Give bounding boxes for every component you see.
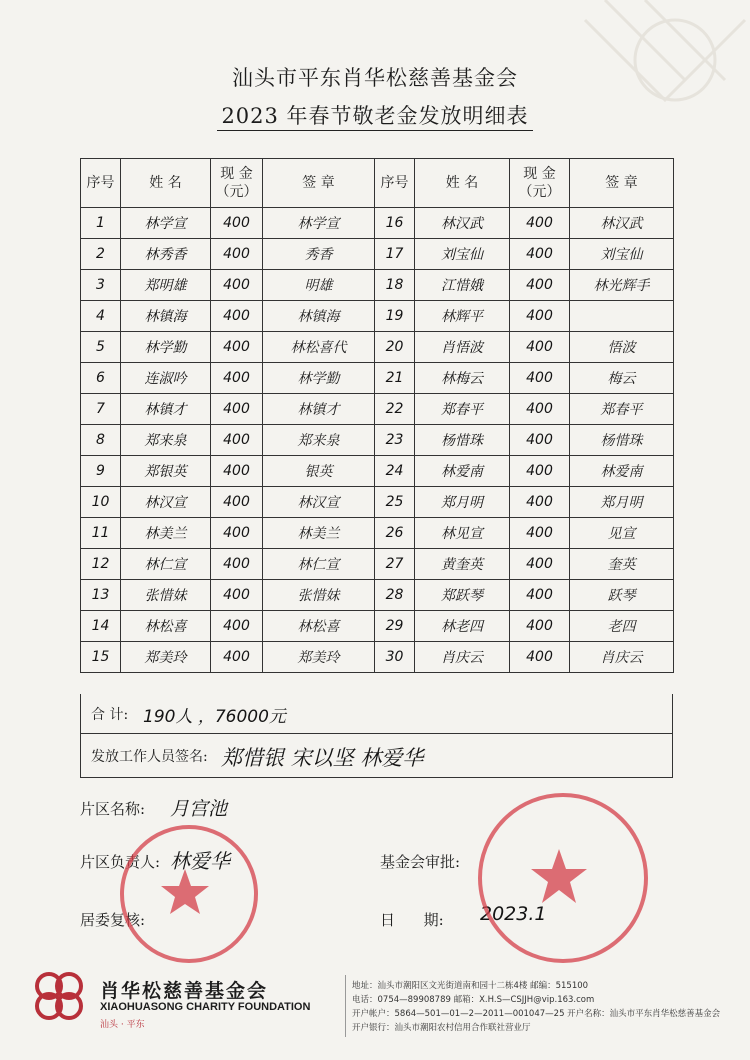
- person-name: 郑美玲: [121, 642, 211, 673]
- person-name: 郑银英: [121, 456, 211, 487]
- person-name: 林学宣: [121, 208, 211, 239]
- signature: 林汉宣: [263, 487, 375, 518]
- row-number-right: 16: [375, 208, 415, 239]
- person-name: 林汉宣: [121, 487, 211, 518]
- header-sign-right: 签 章: [570, 159, 674, 208]
- person-name-right: 肖悟波: [415, 332, 510, 363]
- row-number: 7: [81, 394, 121, 425]
- cash-amount: 400: [211, 363, 263, 394]
- cash-amount-right: 400: [510, 270, 570, 301]
- signature-right: 郑春平: [570, 394, 674, 425]
- signature-right: 肖庆云: [570, 642, 674, 673]
- row-number-right: 17: [375, 239, 415, 270]
- person-name: 林学勤: [121, 332, 211, 363]
- area-value: 月宫池: [170, 798, 228, 820]
- signature-right: 林爱南: [570, 456, 674, 487]
- row-number: 13: [81, 580, 121, 611]
- cash-amount: 400: [211, 642, 263, 673]
- staff-signatures: 郑惜银 宋以坚 林爱华: [221, 746, 424, 770]
- footer-phone: 电话：0754—89908789 邮箱：X.H.S—CSJJH@vip.163.com: [352, 995, 595, 1005]
- cash-amount-right: 400: [510, 549, 570, 580]
- row-number-right: 21: [375, 363, 415, 394]
- row-number-right: 23: [375, 425, 415, 456]
- date-label: 日 期:: [380, 911, 444, 929]
- person-name-right: 郑跃琴: [415, 580, 510, 611]
- person-name: 林仁宣: [121, 549, 211, 580]
- person-name: 林美兰: [121, 518, 211, 549]
- row-number: 4: [81, 301, 121, 332]
- cash-amount-right: 400: [510, 332, 570, 363]
- signature-right: 老四: [570, 611, 674, 642]
- total-row: [80, 694, 673, 734]
- table-row: [81, 332, 674, 363]
- cash-amount-right: 400: [510, 208, 570, 239]
- row-number: 1: [81, 208, 121, 239]
- distribution-table: [80, 158, 674, 673]
- cash-amount-right: 400: [510, 301, 570, 332]
- signature-right: 见宣: [570, 518, 674, 549]
- row-number: 2: [81, 239, 121, 270]
- review-label: 基金会审批:: [380, 853, 461, 871]
- row-number: 6: [81, 363, 121, 394]
- staff-row: [80, 734, 673, 778]
- committee-label: 居委复核:: [80, 911, 146, 929]
- table-row: [81, 425, 674, 456]
- signature-right: 林汉武: [570, 208, 674, 239]
- signature: 银英: [263, 456, 375, 487]
- person-name: 林松喜: [121, 611, 211, 642]
- row-number-right: 28: [375, 580, 415, 611]
- community-committee-seal: [120, 825, 258, 963]
- table-header-row: [81, 159, 674, 208]
- signature-right: 悟波: [570, 332, 674, 363]
- signature: 林镇海: [263, 301, 375, 332]
- header-name: 姓 名: [121, 159, 211, 208]
- footer-bank: 开户银行：汕头市潮阳农村信用合作联社营业厅: [352, 1023, 531, 1033]
- signature: 林仁宣: [263, 549, 375, 580]
- signature-right: 奎英: [570, 549, 674, 580]
- header-amount-right: 现 金（元）: [510, 159, 570, 208]
- footer-account: 开户帐户：5864—501—01—2—2011—001047—25 开户名称：汕头市平东肖华松慈善基金会: [352, 1009, 721, 1019]
- header-name-right: 姓 名: [415, 159, 510, 208]
- footer-region: 汕头 · 平东: [100, 1020, 145, 1030]
- total-value: 190人 ，76000元: [143, 707, 286, 727]
- row-number: 10: [81, 487, 121, 518]
- cash-amount: 400: [211, 518, 263, 549]
- document-title: 汕头市平东肖华松慈善基金会: [232, 66, 518, 90]
- table-row: [81, 487, 674, 518]
- person-name-right: 林辉平: [415, 301, 510, 332]
- person-name-right: 林梅云: [415, 363, 510, 394]
- signature-right: [570, 301, 674, 332]
- cash-amount: 400: [211, 270, 263, 301]
- row-number: 8: [81, 425, 121, 456]
- row-number-right: 30: [375, 642, 415, 673]
- table-row: [81, 456, 674, 487]
- person-name-right: 林爱南: [415, 456, 510, 487]
- signature: 张惜妹: [263, 580, 375, 611]
- person-name: 连淑吟: [121, 363, 211, 394]
- person-name-right: 郑春平: [415, 394, 510, 425]
- table-row: [81, 518, 674, 549]
- area-label: 片区名称:: [80, 800, 146, 818]
- table-row: [81, 611, 674, 642]
- cash-amount: 400: [211, 208, 263, 239]
- cash-amount-right: 400: [510, 487, 570, 518]
- cash-amount-right: 400: [510, 363, 570, 394]
- signature-right: 林光辉手: [570, 270, 674, 301]
- signature: 林镇才: [263, 394, 375, 425]
- signature-right: 跃琴: [570, 580, 674, 611]
- cash-amount-right: 400: [510, 642, 570, 673]
- table-row: [81, 642, 674, 673]
- person-name-right: 黄奎英: [415, 549, 510, 580]
- footer-address: 地址：汕头市潮阳区文光街道南和园十二栋4楼 邮编：515100: [352, 981, 589, 991]
- table-row: [81, 363, 674, 394]
- person-name: 林镇海: [121, 301, 211, 332]
- row-number-right: 24: [375, 456, 415, 487]
- person-name-right: 刘宝仙: [415, 239, 510, 270]
- cash-amount-right: 400: [510, 518, 570, 549]
- person-name-right: 郑月明: [415, 487, 510, 518]
- person-name-right: 林汉武: [415, 208, 510, 239]
- cash-amount: 400: [211, 301, 263, 332]
- person-name: 张惜妹: [121, 580, 211, 611]
- person-name: 郑明雄: [121, 270, 211, 301]
- cash-amount: 400: [211, 239, 263, 270]
- total-label: 合 计:: [91, 707, 129, 723]
- signature: 郑来泉: [263, 425, 375, 456]
- cash-amount: 400: [211, 425, 263, 456]
- header-no: 序号: [81, 159, 121, 208]
- person-name-right: 林见宣: [415, 518, 510, 549]
- foundation-logo-icon: [28, 965, 90, 1027]
- cash-amount: 400: [211, 394, 263, 425]
- cash-amount: 400: [211, 580, 263, 611]
- row-number-right: 20: [375, 332, 415, 363]
- cash-amount-right: 400: [510, 425, 570, 456]
- signature: 林松喜: [263, 611, 375, 642]
- person-name-right: 杨惜珠: [415, 425, 510, 456]
- table-row: [81, 394, 674, 425]
- row-number-right: 27: [375, 549, 415, 580]
- cash-amount: 400: [211, 332, 263, 363]
- header-amount: 现 金（元）: [211, 159, 263, 208]
- row-number: 12: [81, 549, 121, 580]
- row-number-right: 25: [375, 487, 415, 518]
- person-name: 郑来泉: [121, 425, 211, 456]
- footer-org-name-en: XIAOHUASONG CHARITY FOUNDATION: [100, 1001, 311, 1013]
- person-name-right: 林老四: [415, 611, 510, 642]
- row-number-right: 18: [375, 270, 415, 301]
- cash-amount: 400: [211, 487, 263, 518]
- row-number: 14: [81, 611, 121, 642]
- signature: 明雄: [263, 270, 375, 301]
- signature-right: 杨惜珠: [570, 425, 674, 456]
- signature: 林松喜代: [263, 332, 375, 363]
- cash-amount-right: 400: [510, 580, 570, 611]
- cash-amount: 400: [211, 456, 263, 487]
- foundation-seal: [478, 793, 648, 963]
- signature: 秀香: [263, 239, 375, 270]
- footer-divider: [345, 975, 346, 1037]
- date-value: 2023.1: [480, 903, 547, 925]
- table-row: [81, 549, 674, 580]
- row-number: 3: [81, 270, 121, 301]
- cash-amount-right: 400: [510, 611, 570, 642]
- table-row: [81, 239, 674, 270]
- signature: 林学宣: [263, 208, 375, 239]
- person-name-right: 江惜娥: [415, 270, 510, 301]
- row-number: 9: [81, 456, 121, 487]
- leader-label: 片区负责人:: [80, 853, 161, 871]
- row-number-right: 26: [375, 518, 415, 549]
- row-number: 5: [81, 332, 121, 363]
- cash-amount: 400: [211, 611, 263, 642]
- document-subtitle: 2023 年春节敬老金发放明细表: [0, 100, 750, 130]
- person-name-right: 肖庆云: [415, 642, 510, 673]
- header-no-right: 序号: [375, 159, 415, 208]
- signature-right: 梅云: [570, 363, 674, 394]
- table-row: [81, 270, 674, 301]
- signature-right: 郑月明: [570, 487, 674, 518]
- table-row: [81, 580, 674, 611]
- person-name: 林秀香: [121, 239, 211, 270]
- cash-amount: 400: [211, 549, 263, 580]
- person-name: 林镇才: [121, 394, 211, 425]
- row-number-right: 19: [375, 301, 415, 332]
- staff-label: 发放工作人员签名:: [91, 749, 208, 765]
- header-sign: 签 章: [263, 159, 375, 208]
- cash-amount-right: 400: [510, 456, 570, 487]
- row-number: 15: [81, 642, 121, 673]
- signature: 林美兰: [263, 518, 375, 549]
- row-number-right: 22: [375, 394, 415, 425]
- cash-amount-right: 400: [510, 239, 570, 270]
- row-number-right: 29: [375, 611, 415, 642]
- signature: 郑美玲: [263, 642, 375, 673]
- signature: 林学勤: [263, 363, 375, 394]
- footer-org-name: 肖华松慈善基金会: [100, 980, 269, 1002]
- leader-value: 林爱华: [170, 849, 230, 873]
- row-number: 11: [81, 518, 121, 549]
- table-row: [81, 301, 674, 332]
- table-row: [81, 208, 674, 239]
- signature-right: 刘宝仙: [570, 239, 674, 270]
- cash-amount-right: 400: [510, 394, 570, 425]
